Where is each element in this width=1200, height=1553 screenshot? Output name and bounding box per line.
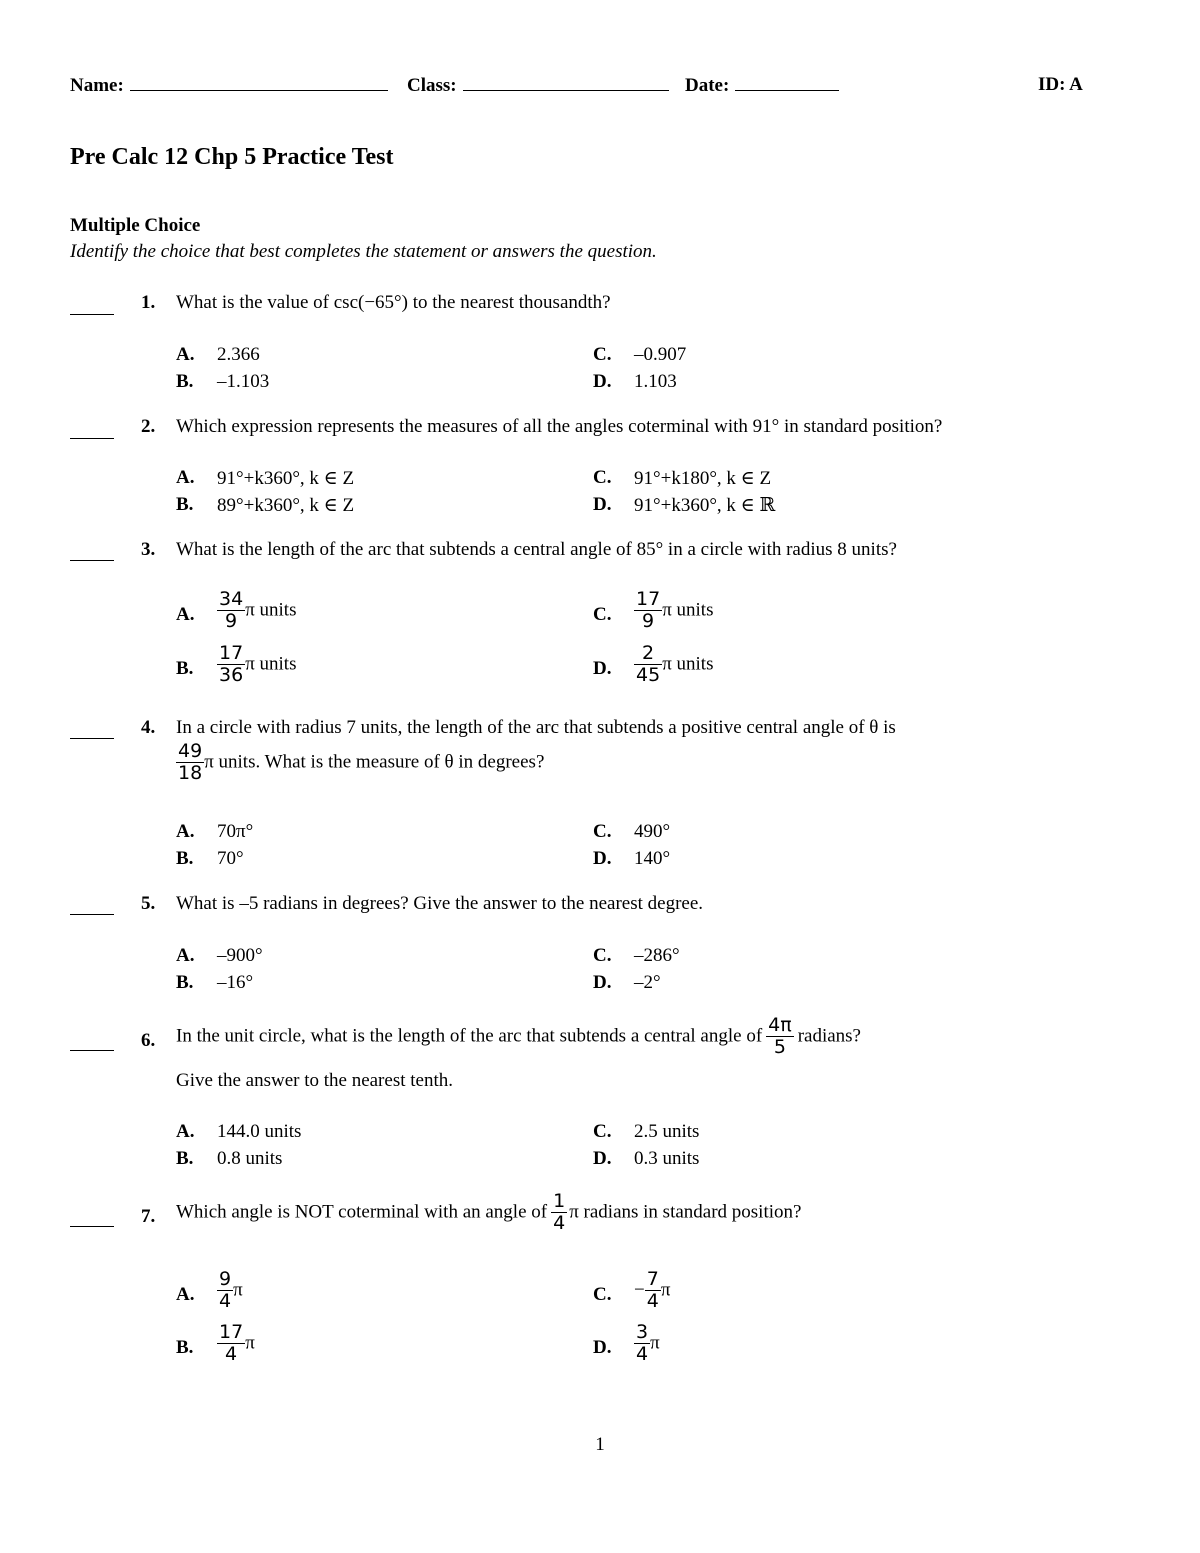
class-label: Class: — [407, 75, 457, 96]
question-text: What is the value of csc(−65°) to the nearest thousandth? — [176, 292, 611, 313]
answer-blank[interactable] — [70, 1050, 114, 1051]
question-number: 6. — [141, 1030, 156, 1051]
option-d[interactable]: D. $\frac{2}{45}$ π units — [593, 642, 714, 686]
question-text: In the unit circle, what is the length of the arc that subtends a central angle of $\frac{4\pi}{5}$ radians? — [176, 1014, 861, 1058]
fraction: $\frac{7}{4}$ — [646, 1268, 659, 1312]
page-number: 1 — [595, 1434, 605, 1455]
question-number: 7. — [141, 1206, 156, 1227]
answer-blank[interactable] — [70, 1226, 114, 1227]
question-number: 4. — [141, 717, 156, 738]
question-text: Which expression represents the measures of all the angles coterminal with 91° in standard position? — [176, 416, 943, 437]
name-blank[interactable] — [130, 74, 388, 91]
fraction: $\frac{17}{36}$ — [219, 642, 244, 686]
option-b[interactable]: B. $\frac{17}{4}$ π — [176, 1321, 255, 1365]
fraction: $\frac{9}{4}$ — [219, 1268, 232, 1312]
name-field — [70, 74, 388, 97]
question-text: What is the length of the arc that subtends a central angle of 85° in a circle with radius 8 units? — [176, 539, 897, 560]
date-label: Date: — [685, 75, 730, 96]
answer-blank[interactable] — [70, 914, 114, 915]
answer-blank[interactable] — [70, 438, 114, 439]
date-blank[interactable] — [735, 74, 839, 91]
id-label: ID: A — [1038, 74, 1083, 95]
fraction: $\frac{4\pi}{5}$ — [768, 1014, 792, 1058]
fraction: $\frac{17}{4}$ — [219, 1321, 244, 1365]
question-number: 5. — [141, 893, 156, 914]
option-c[interactable]: C. − $\frac{7}{4}$ π — [593, 1268, 671, 1312]
page-title: Pre Calc 12 Chp 5 Practice Test — [70, 144, 394, 170]
fraction: $\frac{3}{4}$ — [636, 1321, 649, 1365]
option-d[interactable]: D. $\frac{3}{4}$ π — [593, 1321, 660, 1365]
question-text: What is –5 radians in degrees? Give the answer to the nearest degree. — [176, 893, 704, 914]
answer-blank[interactable] — [70, 738, 114, 739]
fraction: $\frac{34}{9}$ — [219, 588, 244, 632]
option-a[interactable]: A. $\frac{9}{4}$ π — [176, 1268, 243, 1312]
question-text-line2: $\frac{49}{18}$ π units. What is the measure of θ in degrees? — [178, 740, 545, 784]
date-field — [685, 74, 839, 97]
question-number: 2. — [141, 416, 156, 437]
section-heading: Multiple Choice — [70, 215, 201, 236]
question-text: In a circle with radius 7 units, the length of the arc that subtends a positive central angle of θ is — [176, 717, 896, 738]
class-field — [407, 74, 669, 97]
name-label: Name: — [70, 75, 124, 96]
fraction: $\frac{17}{9}$ — [636, 588, 661, 632]
section-instructions: Identify the choice that best completes the statement or answers the question. — [70, 241, 657, 262]
question-text-line2: Give the answer to the nearest tenth. — [176, 1070, 453, 1091]
class-blank[interactable] — [463, 74, 669, 91]
fraction: $\frac{2}{45}$ — [636, 642, 661, 686]
option-b[interactable]: B. $\frac{17}{36}$ π units — [176, 642, 297, 686]
question-number: 1. — [141, 292, 156, 313]
fraction: $\frac{1}{4}$ — [553, 1190, 566, 1234]
fraction: $\frac{49}{18}$ — [178, 740, 203, 784]
question-text: Which angle is NOT coterminal with an angle of $\frac{1}{4}$ π radians in standard position? — [176, 1190, 802, 1234]
answer-blank[interactable] — [70, 560, 114, 561]
question-number: 3. — [141, 539, 156, 560]
answer-blank[interactable] — [70, 314, 114, 315]
option-a[interactable]: A. $\frac{34}{9}$ π units — [176, 588, 297, 632]
option-c[interactable]: C. $\frac{17}{9}$ π units — [593, 588, 714, 632]
